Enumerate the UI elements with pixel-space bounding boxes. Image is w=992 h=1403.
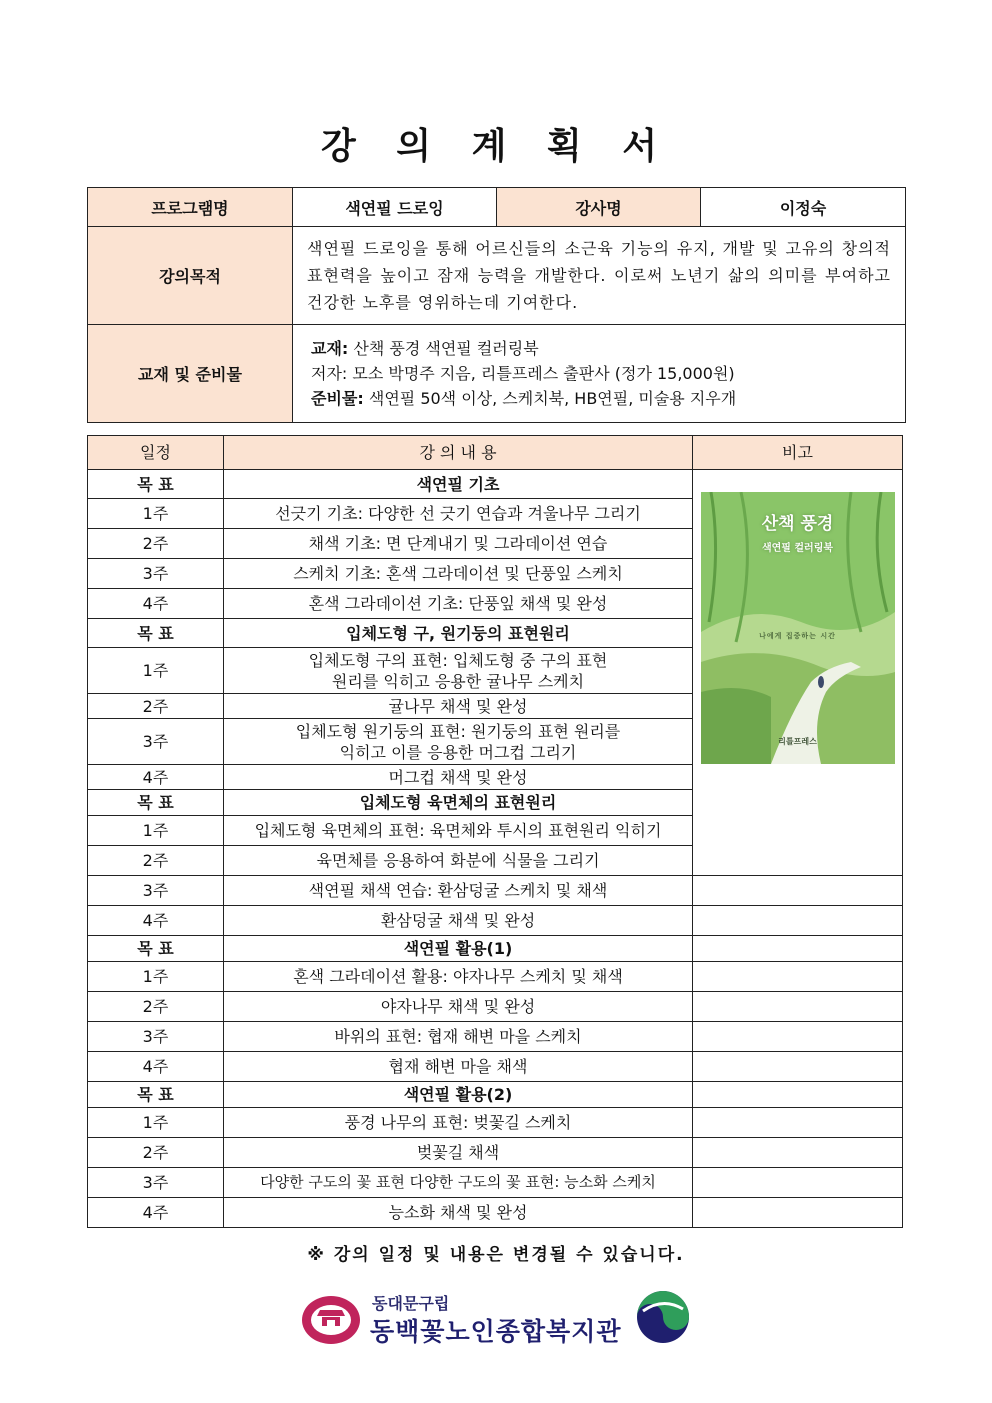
note-empty — [693, 1198, 903, 1228]
camellia-emblem-icon — [300, 1290, 362, 1346]
institution-logo — [300, 1286, 695, 1350]
week-label: 4주 — [88, 765, 224, 790]
note-empty — [693, 1052, 903, 1082]
header-note: 비고 — [693, 436, 903, 470]
prep-value: 색연필 50색 이상, 스케치북, HB연필, 미술용 지우개 — [363, 389, 737, 408]
week-label: 3주 — [88, 559, 224, 589]
week-content: 야자나무 채색 및 완성 — [224, 992, 693, 1022]
yin-yang-emblem-icon — [635, 1289, 691, 1345]
goal-title: 색연필 활용(1) — [224, 936, 693, 962]
page-title: 강 의 계 획 서 — [320, 126, 671, 167]
note-empty — [693, 992, 903, 1022]
goal-label: 목 표 — [88, 790, 224, 816]
purpose-label: 강의목적 — [88, 227, 293, 325]
week-content — [224, 648, 693, 694]
week-label: 3주 — [88, 1168, 224, 1198]
author-line: 저자: 모소 박명주 지음, 리틀프레스 출판사 (정가 15,000원) — [311, 364, 735, 383]
goal-title: 입체도형 구, 원기둥의 표현원리 — [224, 619, 693, 648]
change-notice: ※ 강의 일정 및 내용은 변경될 수 있습니다. — [307, 1245, 685, 1265]
week-label: 1주 — [88, 648, 224, 694]
week-content: 귤나무 채색 및 완성 — [224, 694, 693, 719]
logo-district-text: 동대문구립 — [372, 1294, 450, 1313]
week-label: 3주 — [88, 719, 224, 765]
prep-label: 준비물: — [311, 389, 364, 408]
book-cover-image — [701, 492, 895, 764]
note-empty — [693, 1138, 903, 1168]
schedule-table — [87, 435, 903, 1228]
material-details — [293, 325, 906, 423]
note-empty — [693, 1108, 903, 1138]
header-schedule: 일정 — [88, 436, 224, 470]
week-label: 1주 — [88, 816, 224, 846]
goal-label: 목 표 — [88, 1082, 224, 1108]
week-content: 다양한 구도의 꽃 표현 다양한 구도의 꽃 표현: 능소화 스케치 — [224, 1168, 693, 1198]
logo-name-text: 동백꽃노인종합복지관 — [370, 1317, 622, 1346]
goal-label: 목 표 — [88, 936, 224, 962]
week-label: 1주 — [88, 962, 224, 992]
note-empty — [693, 1168, 903, 1198]
note-empty — [693, 876, 903, 906]
week-content: 육면체를 응용하여 화분에 식물을 그리기 — [224, 846, 693, 876]
week-label: 4주 — [88, 906, 224, 936]
note-empty — [693, 1022, 903, 1052]
week-content-line: 입체도형 원기둥의 표현: 원기둥의 표현 원리를 — [295, 721, 621, 741]
week-label: 4주 — [88, 1198, 224, 1228]
book-cover-tagline: 나에게 집중하는 시간 — [759, 632, 836, 640]
week-content: 환삼덩굴 채색 및 완성 — [224, 906, 693, 936]
week-label: 2주 — [88, 1138, 224, 1168]
program-name-label: 프로그램명 — [88, 188, 293, 227]
week-label: 3주 — [88, 1022, 224, 1052]
goal-title: 색연필 활용(2) — [224, 1082, 693, 1108]
teacher-value: 이정숙 — [701, 188, 906, 227]
purpose-text: 색연필 드로잉을 통해 어르신들의 소근육 기능의 유지, 개발 및 고유의 창의적 표현력을 높이고 잠재 능력을 개발한다. 이로써 노년기 삶의 의미를 부여하고 건강한 노후를 영위하는데 기여한다. — [293, 227, 906, 325]
textbook-label: 교재: — [311, 339, 349, 358]
week-content: 색연필 채색 연습: 환삼덩굴 스케치 및 채색 — [224, 876, 693, 906]
week-label: 4주 — [88, 1052, 224, 1082]
book-cover-title: 산책 풍경 — [761, 514, 834, 534]
week-content: 혼색 그라데이션 기초: 단풍잎 채색 및 완성 — [224, 589, 693, 619]
info-table — [87, 187, 906, 423]
goal-title: 색연필 기초 — [224, 470, 693, 499]
textbook-value: 산책 풍경 색연필 컬러링북 — [348, 339, 539, 358]
week-label: 4주 — [88, 589, 224, 619]
week-label: 2주 — [88, 694, 224, 719]
goal-label: 목 표 — [88, 470, 224, 499]
week-content: 혼색 그라데이션 활용: 야자나무 스케치 및 채색 — [224, 962, 693, 992]
goal-label: 목 표 — [88, 619, 224, 648]
week-label: 1주 — [88, 499, 224, 529]
book-cover-cell — [693, 470, 903, 876]
week-label: 3주 — [88, 876, 224, 906]
note-empty — [693, 906, 903, 936]
week-label: 1주 — [88, 1108, 224, 1138]
note-empty — [693, 1082, 903, 1108]
week-label: 2주 — [88, 992, 224, 1022]
goal-title: 입체도형 육면체의 표현원리 — [224, 790, 693, 816]
book-cover-publisher: 리틀프레스 — [778, 737, 817, 746]
week-content — [224, 719, 693, 765]
teacher-label: 강사명 — [497, 188, 701, 227]
book-cover-subtitle: 색연필 컬러링북 — [761, 543, 834, 554]
week-content: 풍경 나무의 표현: 벚꽃길 스케치 — [224, 1108, 693, 1138]
week-label: 2주 — [88, 846, 224, 876]
week-content: 능소화 채색 및 완성 — [224, 1198, 693, 1228]
program-name-value: 색연필 드로잉 — [293, 188, 497, 227]
header-content: 강 의 내 용 — [224, 436, 693, 470]
week-content: 바위의 표현: 협재 해변 마을 스케치 — [224, 1022, 693, 1052]
week-content: 입체도형 육면체의 표현: 육면체와 투시의 표현원리 익히기 — [224, 816, 693, 846]
note-empty — [693, 962, 903, 992]
week-content: 머그컵 채색 및 완성 — [224, 765, 693, 790]
material-label: 교재 및 준비물 — [88, 325, 293, 423]
week-content-line: 익히고 이를 응용한 머그컵 그리기 — [339, 742, 577, 762]
week-content: 협재 해변 마을 채색 — [224, 1052, 693, 1082]
textbook-line — [311, 336, 887, 361]
week-content: 벚꽃길 채색 — [224, 1138, 693, 1168]
prep-line — [311, 386, 887, 411]
week-label: 2주 — [88, 529, 224, 559]
week-content: 선긋기 기초: 다양한 선 긋기 연습과 겨울나무 그리기 — [224, 499, 693, 529]
week-content-line: 입체도형 구의 표현: 입체도형 중 구의 표현 — [308, 650, 608, 670]
week-content: 스케치 기초: 혼색 그라데이션 및 단풍잎 스케치 — [224, 559, 693, 589]
note-empty — [693, 936, 903, 962]
week-content-line: 원리를 익히고 응용한 귤나무 스케치 — [331, 671, 585, 691]
week-content: 채색 기초: 면 단계내기 및 그라데이션 연습 — [224, 529, 693, 559]
